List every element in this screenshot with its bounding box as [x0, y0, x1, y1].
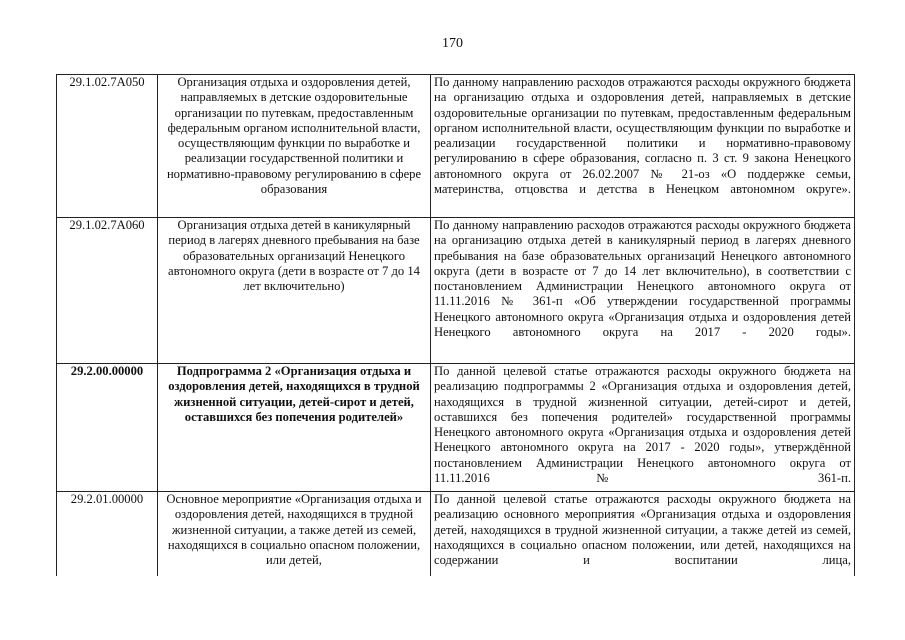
table-row [57, 364, 855, 492]
target-article-code: 29.1.02.7А060 [57, 218, 158, 364]
table-row [57, 75, 855, 218]
target-article-name: Подпрограмма 2 «Организация отдыха и оздоровления детей, находящихся в трудной жизненной ситуации, детей-сирот и детей, оставшихся без попечения родителей» [158, 364, 431, 492]
target-article-description: По данной целевой статье отражаются расходы окружного бюджета на реализацию подпрограммы 2 «Организация отдыха и оздоровления детей, находящихся в трудной жизненной ситуации, детей-сирот и детей, оставшихся без попечения родителей» государственной программы Ненецкого автономного округа «Организация отдыха и оздоровления детей Ненецкого автономного округа на 2017 - 2020 годы», утверждённой постановлением Администрации Ненецкого автономного округа от 11.11.2016 № 361-п. [431, 364, 855, 492]
table-row [57, 218, 855, 364]
target-article-code: 29.2.00.00000 [57, 364, 158, 492]
target-article-code: 29.2.01.00000 [57, 492, 158, 576]
budget-classification-table [56, 74, 855, 576]
target-article-name: Организация отдыха детей в каникулярный период в лагерях дневного пребывания на базе образовательных организаций Ненецкого автономного округа (дети в возрасте от 7 до 14 лет включительно) [158, 218, 431, 364]
target-article-description: По данному направлению расходов отражаются расходы окружного бюджета на организацию отдыха детей в каникулярный период в лагерях дневного пребывания на базе образовательных организаций Ненецкого автономного округа (дети в возрасте от 7 до 14 лет включительно), в соответствии с постановлением Администрации Ненецкого автономного округа от 11.11.2016 № 361-п «Об утверждении государственной программы Ненецкого автономного округа «Организация отдыха и оздоровления детей Ненецкого автономного округа на 2017 - 2020 годы». [431, 218, 855, 364]
target-article-description: По данной целевой статье отражаются расходы окружного бюджета на реализацию основного мероприятия «Организация отдыха и оздоровления детей, находящихся в трудной жизненной ситуации, а также детей из семей, находящихся в социально опасном положении, или детей, находящихся на содержании и воспитании лица, [431, 492, 855, 576]
target-article-description: По данному направлению расходов отражаются расходы окружного бюджета на организацию отдыха и оздоровления детей, направляемых в детские оздоровительные организации по путевкам, предоставленным федеральным органом исполнительной власти, осуществляющим функции по выработке и реализации государственной политики и нормативно-правовому регулированию в сфере образования, согласно п. 3 ст. 9 закона Ненецкого автономного округа от 26.02.2007 № 21-оз «О поддержке семьи, материнства, отцовства и детства в Ненецком автономном округе». [431, 75, 855, 218]
target-article-code: 29.1.02.7А050 [57, 75, 158, 218]
target-article-name: Организация отдыха и оздоровления детей, направляемых в детские оздоровительные организации по путевкам, предоставленным федеральным органом исполнительной власти, осуществляющим функции по выработке и реализации государственной политики и нормативно-правовому регулированию в сфере образования [158, 75, 431, 218]
table-row [57, 492, 855, 576]
target-article-name: Основное мероприятие «Организация отдыха и оздоровления детей, находящихся в трудной жизненной ситуации, а также детей из семей, находящихся в социально опасном положении, или детей, [158, 492, 431, 576]
page-number: 170 [442, 36, 463, 51]
